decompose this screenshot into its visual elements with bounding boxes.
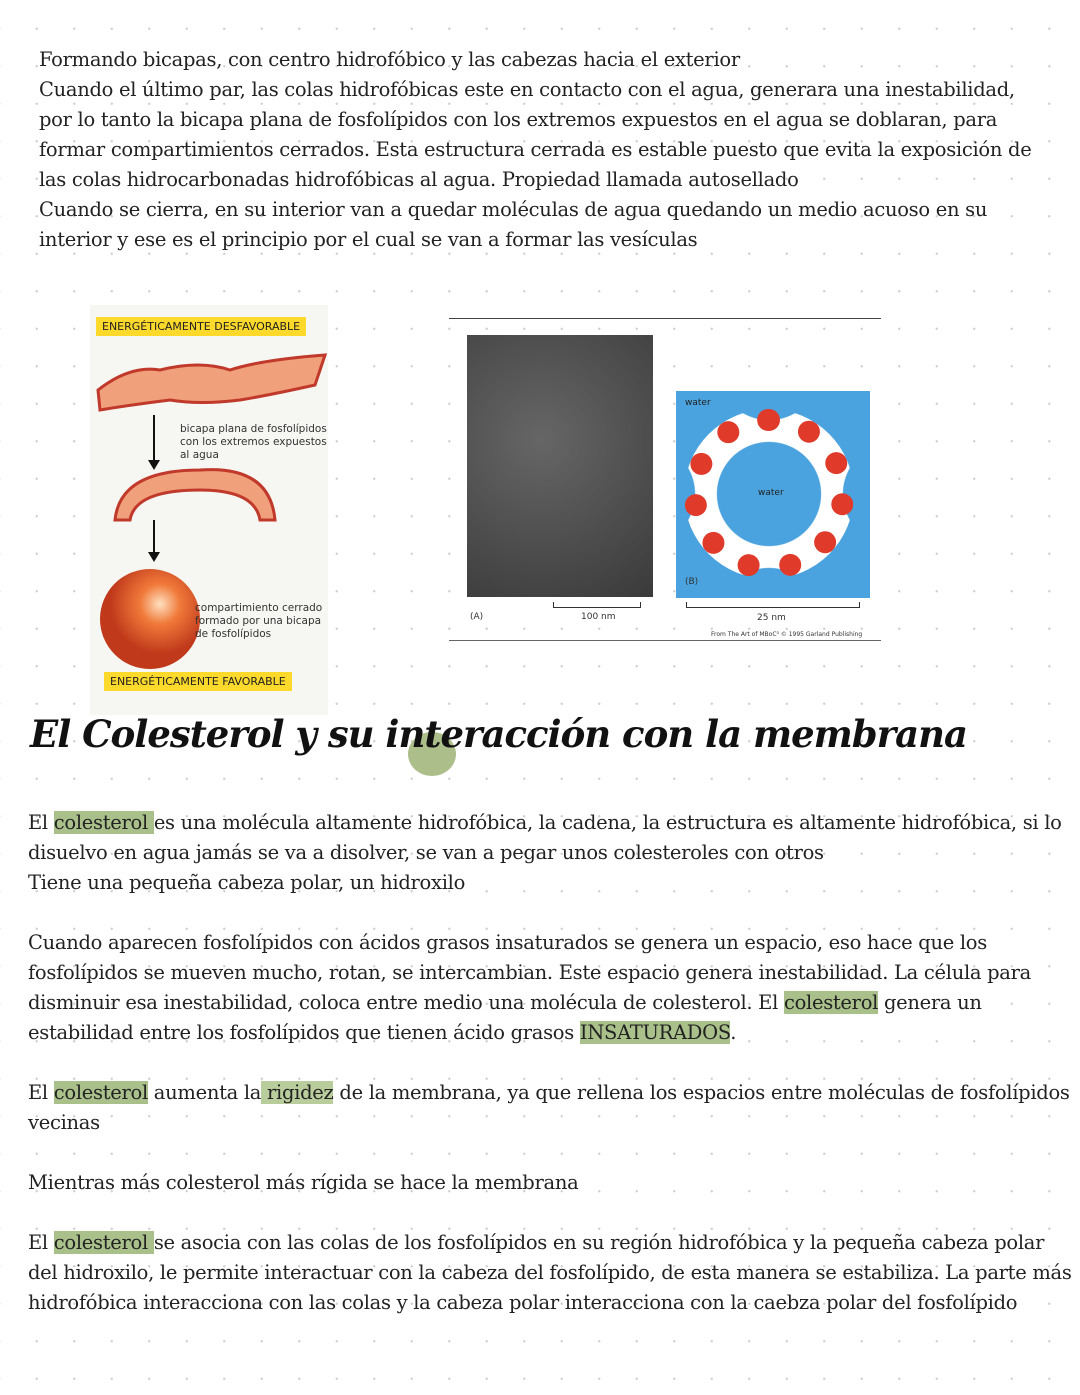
section-title: El Colesterol y su interacción con la membrana bbox=[30, 712, 968, 756]
liposome-diagram bbox=[676, 391, 870, 598]
electron-micrograph bbox=[467, 335, 653, 597]
favorable-label: ENERGÉTICAMENTE FAVORABLE bbox=[104, 672, 292, 691]
intro-line: Formando bicapas, con centro hidrofóbico y las cabezas hacia el exterior bbox=[39, 48, 740, 71]
paragraph: El colesterol es una molécula altamente hidrofóbica, la cadena, la estructura es altamente hidrofóbica, si lo disuelvo en agua jamás se va a disolver, se van a pegar unos colesteroles con otros Tiene una pequeña cabeza polar, un hidroxilo bbox=[28, 811, 1062, 894]
intro-text bbox=[39, 45, 1039, 255]
unfavorable-label: ENERGÉTICAMENTE DESFAVORABLE bbox=[96, 317, 306, 336]
paragraph: El colesterol aumenta la rigidez de la membrana, ya que rellena los espacios entre moléculas de fosfolípidos vecinas bbox=[28, 1081, 1070, 1134]
water-outer-label: water bbox=[685, 398, 711, 408]
bilayer-closing-figure bbox=[90, 305, 328, 715]
scale-b: 25 nm bbox=[757, 613, 786, 623]
vesicle-figure bbox=[449, 318, 881, 641]
figure-credit: From The Art of MBoC³ © 1995 Garland Publishing bbox=[711, 631, 863, 638]
scale-a: 100 nm bbox=[581, 612, 616, 622]
paragraph: Mientras más colesterol más rígida se hace la membrana bbox=[28, 1171, 579, 1194]
bilayer-caption: bicapa plana de fosfolípidos con los extremos expuestos al agua bbox=[180, 423, 327, 461]
paragraph: Cuando aparecen fosfolípidos con ácidos grasos insaturados se genera un espacio, eso hace que los fosfolípidos se mueven mucho, rotan, se intercambian. Este espacio genera inestabilidad. La célula para disminuir esa inestabilidad, coloca entre medio una molécula de colesterol. El colesterol genera un estabilidad entre los fosfolípidos que tienen ácido grasos INSATURADOS. bbox=[28, 931, 1031, 1044]
intro-line: Cuando el último par, las colas hidrofóbicas este en contacto con el agua, generara una inestabilidad, por lo tanto la bicapa plana de fosfolípidos con los extremos expuestos en el agua se doblaran, para formar compartimientos cerrados. Esta estructura cerrada es estable puesto que evita la exposición de las colas hidrocarbonadas hidrofóbicas al agua. Propiedad llamada autosellado bbox=[39, 78, 1032, 191]
compartment-caption: compartimiento cerrado formado por una bicapa de fosfolípidos bbox=[195, 602, 323, 640]
panel-b-label: (B) bbox=[685, 577, 699, 587]
paragraph: El colesterol se asocia con las colas de los fosfolípidos en su región hidrofóbica y la pequeña cabeza polar del hidroxilo, le permite interactuar con la cabeza del fosfolípido, de esta manera se estabiliza. La parte más hidrofóbica interacciona con las colas y la cabeza polar interacciona con la caebza polar del fosfolípido bbox=[28, 1231, 1072, 1314]
bilayer-illustration bbox=[90, 305, 328, 715]
intro-line: Cuando se cierra, en su interior van a quedar moléculas de agua quedando un medio acuoso en su interior y ese es el principio por el cual se van a formar las vesículas bbox=[39, 198, 988, 251]
water-inner-label: water bbox=[758, 488, 784, 498]
panel-a-label: (A) bbox=[470, 612, 484, 622]
